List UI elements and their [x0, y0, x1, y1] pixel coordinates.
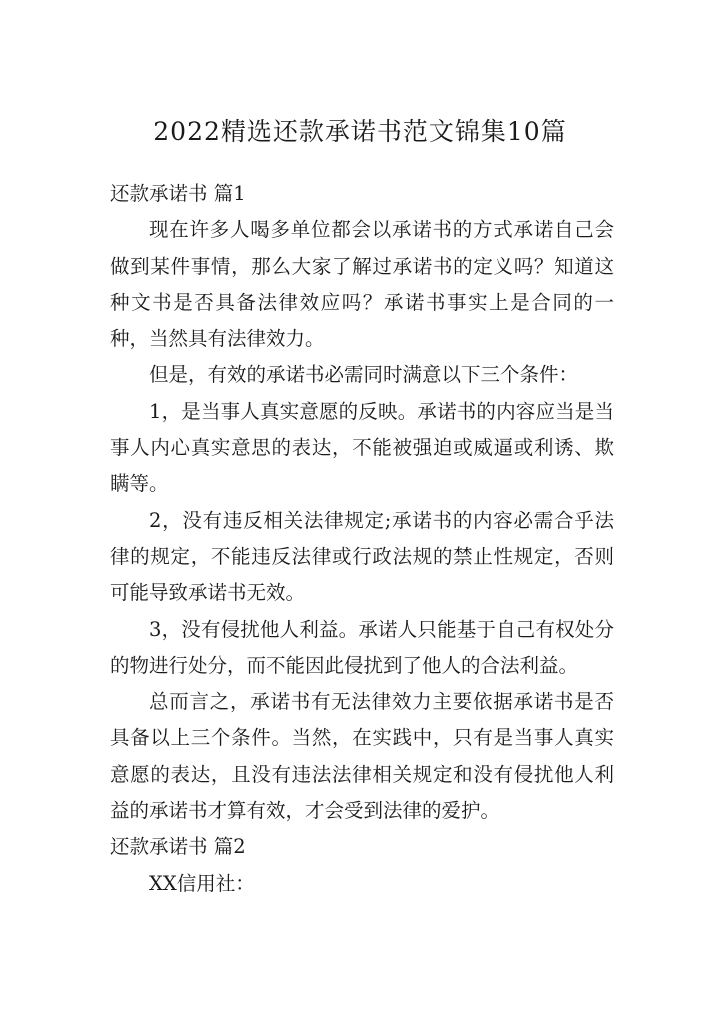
section-1-condition-3: 3，没有侵扰他人利益。承诺人只能基于自己有权处分的物进行处分，而不能因此侵扰到了他人的合法利益。 — [110, 617, 614, 677]
section-1-paragraph-2: 但是，有效的承诺书必需同时满意以下三个条件： — [149, 363, 579, 387]
section-1-paragraph-1: 现在许多人喝多单位都会以承诺书的方式承诺自己会做到某件事情，那么大家了解过承诺书的定义吗？知道这种文书是否具备法律效应吗？承诺书事实上是合同的一种，当然具有法律效力。 — [110, 218, 614, 351]
section-1-summary: 总而言之，承诺书有无法律效力主要依据承诺书是否具备以上三个条件。当然，在实践中，只有是当事人真实意愿的表达，且没有违法法律相关规定和没有侵扰他人利益的承诺书才算有效，才会受到法律的爱护。 — [110, 690, 614, 823]
section-1-condition-2: 2，没有违反相关法律规定;承诺书的内容必需合乎法律的规定，不能违反法律或行政法规的禁止性规定，否则可能导致承诺书无效。 — [110, 508, 614, 605]
section-2-salutation: XX信用社： — [149, 871, 255, 895]
section-heading-1: 还款承诺书 篇1 — [110, 182, 246, 205]
document-body — [110, 176, 614, 902]
document-title: 2022精选还款承诺书范文锦集10篇 — [153, 117, 567, 146]
section-1-condition-1: 1，是当事人真实意愿的反映。承诺书的内容应当是当事人内心真实意思的表达，不能被强迫或威逼或利诱、欺瞒等。 — [110, 399, 614, 496]
section-heading-2: 还款承诺书 篇2 — [110, 835, 246, 859]
